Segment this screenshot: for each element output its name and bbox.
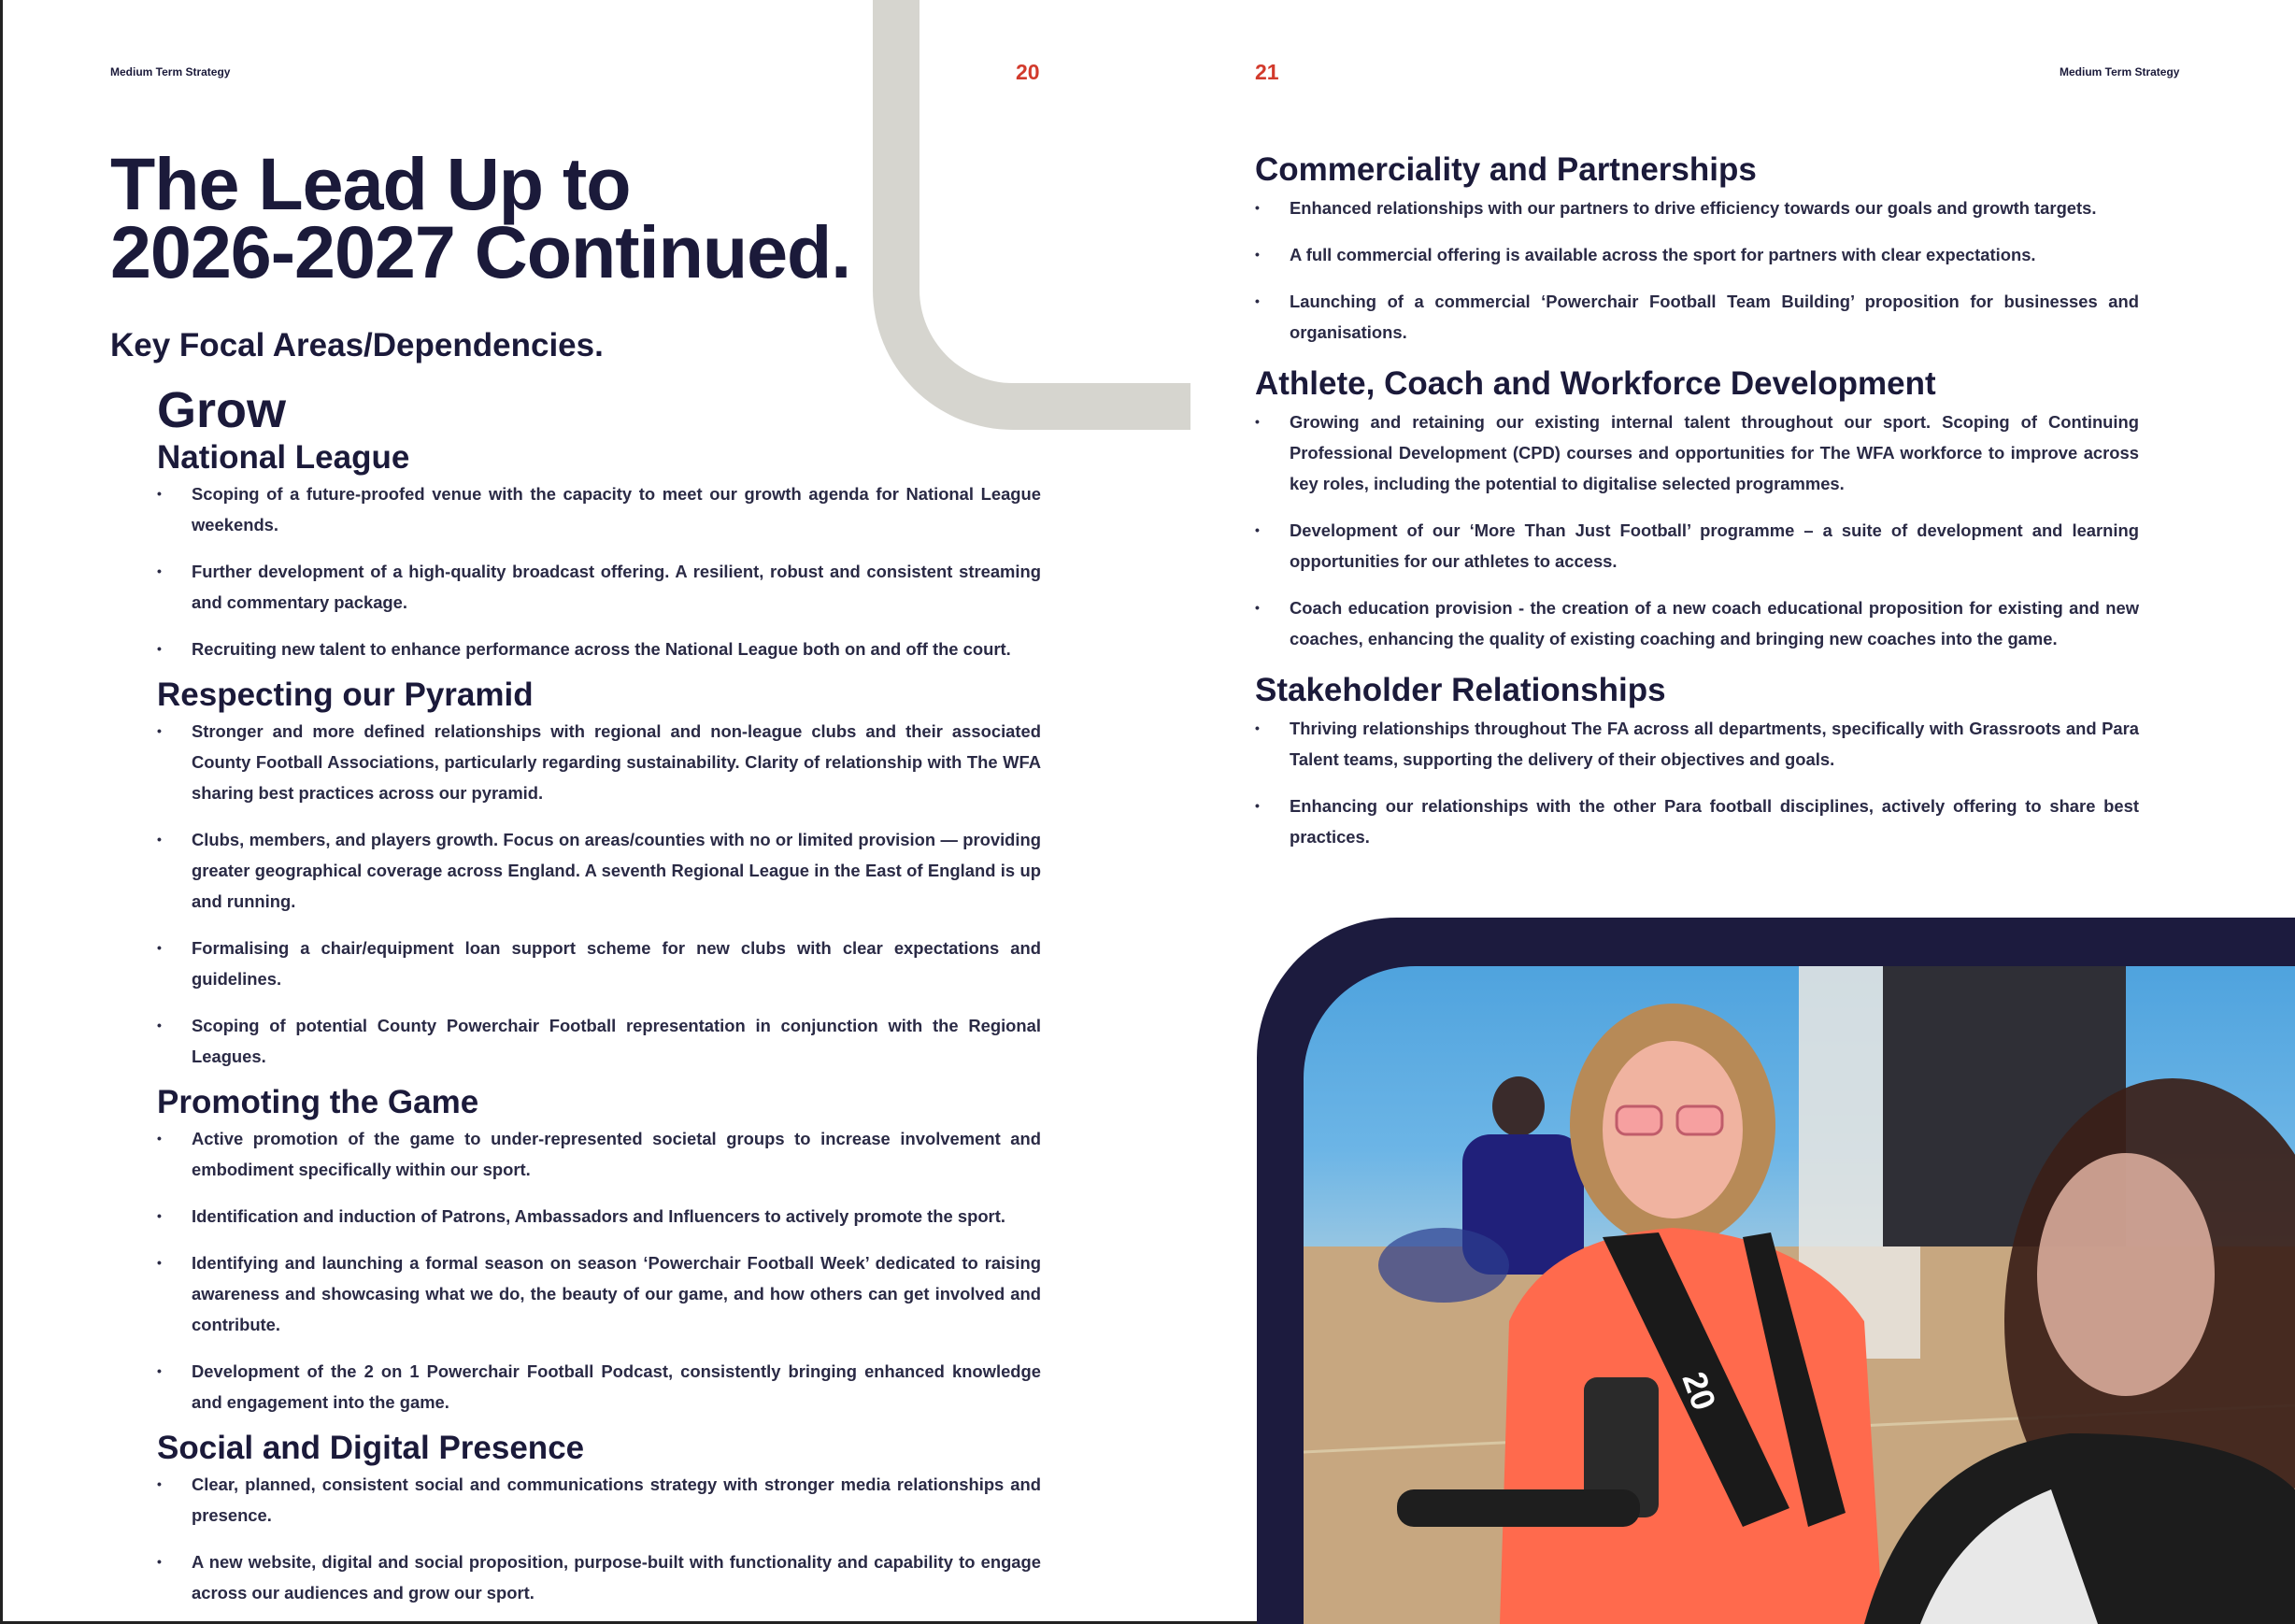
bullet-item: • Identifying and launching a formal season on season ‘Powerchair Football Week’ dedicated to raising awareness and showcasing what we do, the beauty of our game, and how others can get involved and contribute. <box>157 1247 1041 1340</box>
bullet-list <box>157 478 1041 664</box>
background-wheelchair <box>1378 1228 1509 1303</box>
bullet-item: • Scoping of a future-proofed venue with the capacity to meet our growth agenda for National League weekends. <box>157 478 1041 540</box>
background-person-head <box>1492 1076 1545 1136</box>
left-column <box>157 378 1041 1624</box>
page-title <box>110 142 851 293</box>
glasses-right-lens <box>1677 1106 1722 1134</box>
bullet-item: • A new website, digital and social proposition, purpose-built with functionality and capability to engage across our audiences and grow our sport. <box>157 1546 1041 1608</box>
bullet-item: • Clubs, members, and players growth. Focus on areas/counties with no or limited provision — providing greater geographical coverage across England. A seventh Regional League in the East of England is up and running. <box>157 824 1041 917</box>
bullet-item: • Development of the 2 on 1 Powerchair Football Podcast, consistently bringing enhanced knowledge and engagement into the game. <box>157 1356 1041 1417</box>
bullet-item: • Further development of a high-quality broadcast offering. A resilient, robust and consistent streaming and commentary package. <box>157 556 1041 618</box>
team-photo <box>1304 966 2295 1624</box>
section-title: Respecting our Pyramid <box>157 677 534 713</box>
section-commerciality-and-partnerships <box>1255 150 2139 348</box>
bullet-item: • Active promotion of the game to under-represented societal groups to increase involvement and embodiment specifically within our sport. <box>157 1123 1041 1185</box>
bullet-item: • Identification and induction of Patrons, Ambassadors and Influencers to actively promote the sport. <box>157 1201 1041 1232</box>
bullet-item: • Recruiting new talent to enhance performance across the National League both on and off the court. <box>157 634 1041 664</box>
section-promoting-the-game <box>157 1082 1041 1417</box>
bullet-item: • Launching of a commercial ‘Powerchair Football Team Building’ proposition for businesses and organisations. <box>1255 286 2139 348</box>
wheelchair-armrest <box>1397 1489 1640 1527</box>
section-social-and-digital-presence <box>157 1428 1041 1608</box>
right-sections <box>1255 150 2139 852</box>
title-line-2: 2026-2027 Continued. <box>110 210 851 293</box>
section-stakeholder-relationships <box>1255 670 2139 852</box>
section-respecting-our-pyramid <box>157 675 1041 1072</box>
bullet-item: • Development of our ‘More Than Just Football’ programme – a suite of development and learning opportunities for our athletes to access. <box>1255 515 2139 577</box>
bullet-item: • Scoping of potential County Powerchair Football representation in conjunction with the Regional Leagues. <box>157 1010 1041 1072</box>
bullet-item: • A full commercial offering is available across the sport for partners with clear expectations. <box>1255 239 2139 270</box>
left-sections <box>157 437 1041 1608</box>
bullet-list <box>157 716 1041 1072</box>
section-title: Athlete, Coach and Workforce Development <box>1255 365 1936 402</box>
header-right-label: Medium Term Strategy <box>2060 65 2180 78</box>
grow-heading: Grow <box>157 382 287 438</box>
photo-frame <box>1257 918 2295 1624</box>
section-title: Stakeholder Relationships <box>1255 672 1666 708</box>
title-line-1: The Lead Up to <box>110 142 631 225</box>
bullet-list <box>1255 406 2139 654</box>
section-title: Commerciality and Partnerships <box>1255 151 1757 188</box>
bullet-item: • Coach education provision - the creation of a new coach educational proposition for existing and new coaches, enhancing the quality of existing coaching and bringing new coaches into the game. <box>1255 592 2139 654</box>
bullet-list <box>1255 192 2139 348</box>
right-column <box>1255 150 2139 868</box>
page-number-left: 20 <box>1016 60 1040 84</box>
decorative-corner-shape <box>873 0 1190 430</box>
photo-illustration <box>1304 966 2295 1624</box>
bullet-item: • Stronger and more defined relationships with regional and non-league clubs and their associated County Football Associations, particularly regarding sustainability. Clarity of relationship with The WFA sharing best practices across our pyramid. <box>157 716 1041 808</box>
bullet-list <box>157 1469 1041 1608</box>
section-title: National League <box>157 439 410 476</box>
page-subtitle: Key Focal Areas/Dependencies. <box>110 327 604 363</box>
header-left-label: Medium Term Strategy <box>110 65 231 78</box>
bullet-item: • Enhancing our relationships with the other Para football disciplines, actively offering to share best practices. <box>1255 791 2139 852</box>
section-national-league <box>157 437 1041 664</box>
coral-jersey <box>1500 1228 1883 1624</box>
section-athlete-coach-and-workforce-development <box>1255 363 2139 654</box>
bullet-item: • Growing and retaining our existing internal talent throughout our sport. Scoping of Continuing Professional Development (CPD) courses and opportunities for The WFA workforce to improve across key roles, including the potential to digitalise selected programmes. <box>1255 406 2139 499</box>
jersey-number: 20 <box>1675 1366 1724 1416</box>
foreground-person-face <box>2037 1153 2215 1396</box>
glasses-left-lens <box>1617 1106 1661 1134</box>
section-title: Social and Digital Presence <box>157 1430 585 1466</box>
page-number-right: 21 <box>1255 60 1279 84</box>
bullet-item: • Enhanced relationships with our partners to drive efficiency towards our goals and growth targets. <box>1255 192 2139 223</box>
bullet-item: • Clear, planned, consistent social and communications strategy with stronger media relationships and presence. <box>157 1469 1041 1531</box>
bullet-item: • Thriving relationships throughout The FA across all departments, specifically with Grassroots and Para Talent teams, supporting the delivery of their objectives and goals. <box>1255 713 2139 775</box>
bullet-list <box>1255 713 2139 852</box>
section-title: Promoting the Game <box>157 1084 479 1120</box>
bullet-list <box>157 1123 1041 1417</box>
bullet-item: • Formalising a chair/equipment loan support scheme for new clubs with clear expectations and guidelines. <box>157 933 1041 994</box>
